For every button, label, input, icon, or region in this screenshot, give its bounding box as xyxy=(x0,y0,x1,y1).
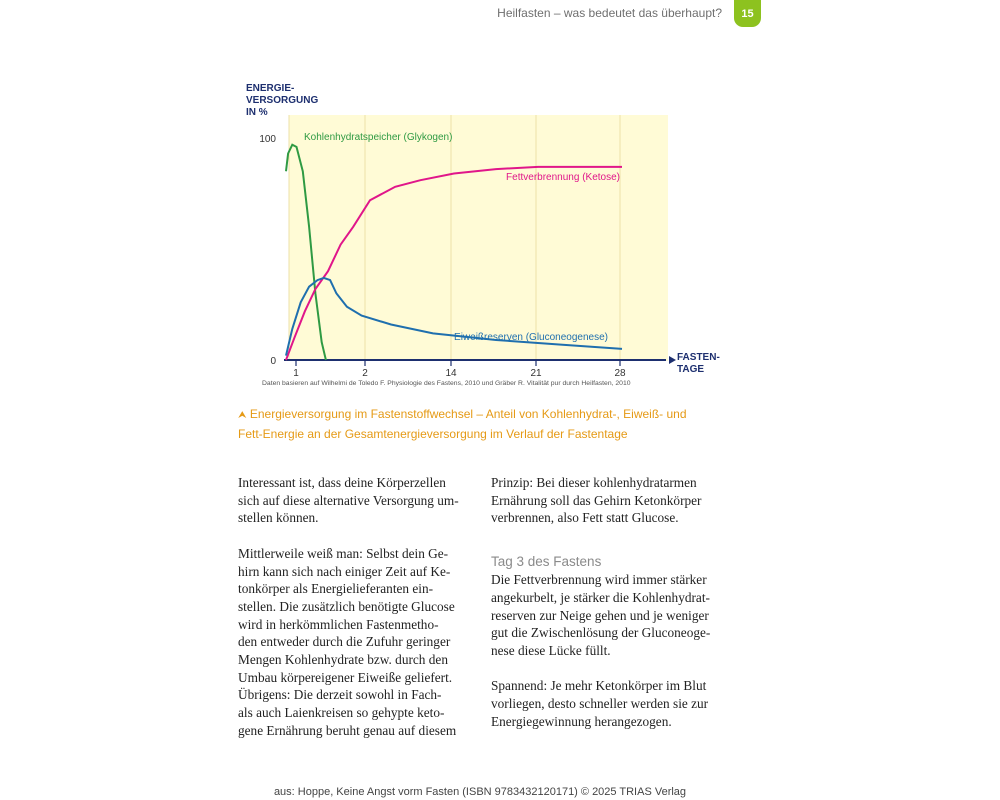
x-axis-label-line-1: FASTEN- xyxy=(677,352,720,363)
body-column-right xyxy=(491,474,731,730)
x-tick-label: 21 xyxy=(530,368,542,376)
series-label-ketosis: Fettverbrennung (Ketose) xyxy=(506,172,620,183)
paragraph: Spannend: Je mehr Ketonkörper im Blut vorliegen, desto schneller werden sie zur Energiegewinnung herangezogen. xyxy=(491,678,709,729)
running-title: Heilfasten – was bedeutet das überhaupt? xyxy=(497,6,722,20)
series-label-gluconeogenesis: Eiweißreserven (Gluconeogenese) xyxy=(454,332,608,343)
x-axis-arrowhead xyxy=(669,356,676,364)
x-tick-label: 2 xyxy=(362,368,368,376)
x-tick-label: 28 xyxy=(614,368,626,376)
paragraph: Mittlerweile weiß man: Selbst dein Ge- hirn kann sich nach einiger Zeit auf Ke- tonkörper als Energielieferanten ein- stellen. Die zusätzlich benötigte Glucose wird in herkömmlichen Fastenmetho- den entweder durch die Zufuhr geringer Mengen Kohlenhydrate bzw. durch den Umbau körpereigener Eiweiße geliefert. Übrigens: Die derzeit sowohl in Fach- als auch Laienkreisen so gehypte keto- gene Ernährung beruht genau auf diesem xyxy=(238,545,457,738)
page-number-badge: 15 xyxy=(734,0,761,27)
caption-text: Energieversorgung im Fastenstoffwechsel – Anteil von Kohlenhydrat-, Eiweiß- und Fett-Energie an der Gesamtenergieversorgung im Verlauf der Fastentage xyxy=(238,407,687,441)
body-column-left xyxy=(238,474,478,740)
y-axis-label-line-3: IN % xyxy=(246,107,268,118)
y-axis-label-line-1: ENERGIE- xyxy=(246,83,295,94)
y-tick-label-100: 100 xyxy=(259,134,276,145)
y-tick-label-0: 0 xyxy=(270,356,276,367)
caption-arrow-icon: ⮝ xyxy=(238,410,247,421)
x-tick-label: 14 xyxy=(445,368,457,376)
section-subheading: Tag 3 des Fastens xyxy=(491,554,602,570)
paragraph: Prinzip: Bei dieser kohlenhydratarmen Ernährung soll das Gehirn Ketonkörper verbrennen, also Fett statt Glucose. xyxy=(491,475,702,526)
paragraph: Interessant ist, dass deine Körperzellen sich auf diese alternative Versorgung um- stellen können. xyxy=(238,475,459,526)
figure-caption xyxy=(238,405,708,443)
series-label-glycogen: Kohlenhydratspeicher (Glykogen) xyxy=(304,132,453,143)
x-axis-label-line-2: TAGE xyxy=(677,364,705,375)
chart-source-note: Daten basieren auf Wilhelmi de Toledo F. Physiologie des Fastens, 2010 und Gräber R. Vitalität pur durch Heilfasten, 2010 xyxy=(262,380,631,387)
energy-supply-chart xyxy=(236,76,736,376)
y-axis-label-line-2: VERSORGUNG xyxy=(246,95,319,106)
page-footer: aus: Hoppe, Keine Angst vorm Fasten (ISBN 9783432120171) © 2025 TRIAS Verlag xyxy=(273,786,687,798)
paragraph: Die Fettverbrennung wird immer stärker angekurbelt, je stärker die Kohlenhydrat- reserven zur Neige gehen und je weniger gut die Zwischenlösung der Gluconeoge- nese diese Lücke füllt. xyxy=(491,572,711,658)
x-tick-label: 1 xyxy=(293,368,299,376)
